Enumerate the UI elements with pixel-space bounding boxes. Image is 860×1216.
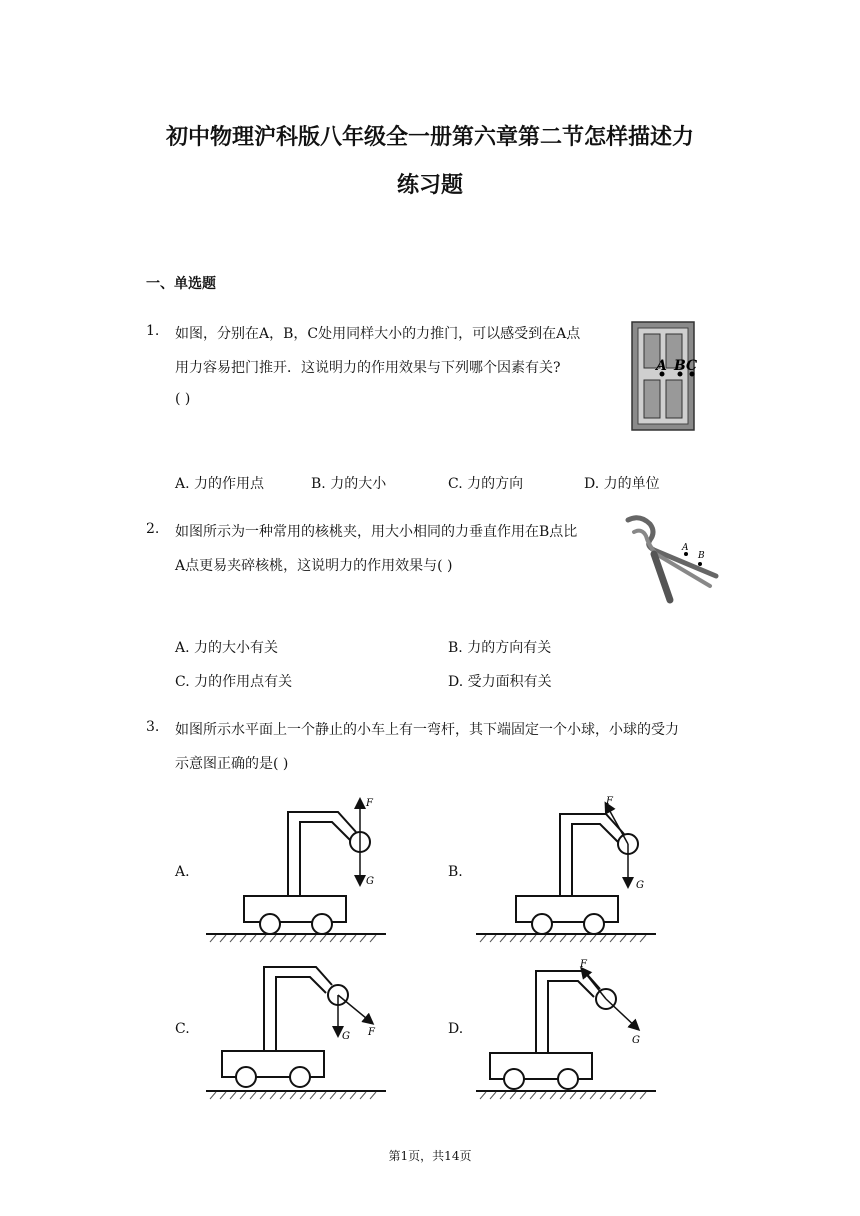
force-label-g: G xyxy=(636,880,644,891)
cart-figure-d xyxy=(470,955,662,1103)
force-label-f: F xyxy=(368,1027,375,1038)
cart-figure-a xyxy=(200,792,392,944)
door-label-b: B xyxy=(674,358,686,374)
question-1-option-c[interactable]: C. 力的方向 xyxy=(448,476,524,492)
force-label-f: F xyxy=(606,796,613,807)
door-label-c: C xyxy=(686,358,698,374)
force-label-g: G xyxy=(632,1035,640,1046)
question-1-option-a[interactable]: A. 力的作用点 xyxy=(175,476,265,492)
question-3-option-c[interactable]: C. xyxy=(175,1021,190,1037)
question-2-option-c[interactable]: C. 力的作用点有关 xyxy=(175,674,293,690)
question-3-option-b[interactable]: B. xyxy=(448,864,463,880)
question-1-line2: 用力容易把门推开．这说明力的作用效果与下列哪个因素有关? xyxy=(175,360,561,376)
door-figure xyxy=(628,318,700,436)
nutcracker-label-b: B xyxy=(698,551,705,561)
force-label-f: F xyxy=(580,959,587,970)
force-label-g: G xyxy=(342,1031,350,1042)
document-title-line1: 初中物理沪科版八年级全一册第六章第二节怎样描述力 xyxy=(165,125,694,150)
question-3-option-a[interactable]: A. xyxy=(175,864,190,880)
question-2-line1: 如图所示为一种常用的核桃夹，用大小相同的力垂直作用在B点比 xyxy=(175,524,578,540)
page-footer: 第1页，共14页 xyxy=(388,1149,472,1163)
question-1-number: 1. xyxy=(146,323,160,339)
question-2-option-a[interactable]: A. 力的大小有关 xyxy=(175,640,279,656)
question-2-option-b[interactable]: B. 力的方向有关 xyxy=(448,640,552,656)
force-label-f: F xyxy=(366,798,373,809)
question-3-number: 3. xyxy=(146,719,160,735)
door-label-a: A xyxy=(656,358,667,374)
question-1-option-b[interactable]: B. 力的大小 xyxy=(311,476,387,492)
force-label-g: G xyxy=(366,876,374,887)
question-3-line2: 示意图正确的是( ) xyxy=(175,756,289,772)
cart-figure-b xyxy=(470,792,662,944)
nutcracker-figure xyxy=(620,510,720,606)
question-1-line3: ( ) xyxy=(175,391,191,407)
section-heading: 一、单选题 xyxy=(146,276,216,292)
cart-figure-c xyxy=(200,955,392,1103)
question-1-option-d[interactable]: D. 力的单位 xyxy=(584,476,660,492)
question-2-number: 2. xyxy=(146,521,160,537)
question-2-line2: A点更易夹碎核桃，这说明力的作用效果与( ) xyxy=(175,558,453,574)
question-1-line1: 如图，分别在A，B，C处用同样大小的力推门，可以感受到在A点 xyxy=(175,326,581,342)
question-2-option-d[interactable]: D. 受力面积有关 xyxy=(448,674,552,690)
question-3-option-d[interactable]: D. xyxy=(448,1021,464,1037)
question-3-line1: 如图所示水平面上一个静止的小车上有一弯杆，其下端固定一个小球，小球的受力 xyxy=(175,722,679,738)
document-title-line2: 练习题 xyxy=(396,173,463,198)
nutcracker-label-a: A xyxy=(682,543,689,553)
